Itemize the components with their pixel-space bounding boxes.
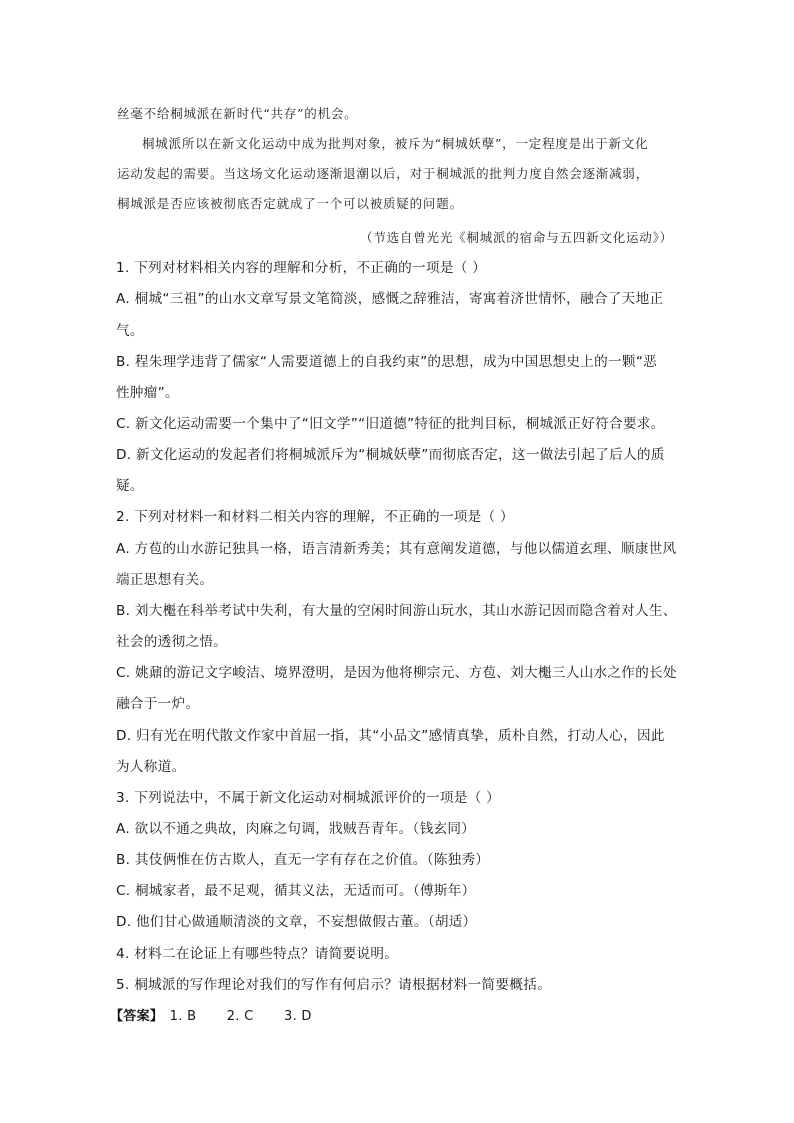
answer-item-2: 2. C [226,1009,254,1024]
question-3-option-a: A. 欲以不通之典故，肉麻之句调，戕贼吾青年。（钱玄同） [116,821,476,837]
question-2-option-c-cont: 融合于一炉。 [116,696,200,712]
passage-source: （节选自曾光光《桐城派的宿命与五四新文化运动》） [360,230,673,245]
passage-line-4: 桐城派是否应该被彻底否定就成了一个可以被质疑的问题。 [117,196,463,211]
answer-line [110,1010,338,1023]
question-4-stem: 4. 材料二在论证上有哪些特点？请简要说明。 [116,946,399,962]
question-3-option-d: D. 他们甘心做通顺清淡的文章，不妄想做假古董。（胡适） [116,914,477,930]
answer-label: 【答案】 [110,1009,164,1024]
question-2-option-d: D. 归有光在明代散文作家中首屈一指，其“小品文”感情真挚，质朴自然，打动人心，因此 [116,728,665,744]
question-1-stem: 1. 下列对材料相关内容的理解和分析，不正确的一项是（ ） [116,260,487,276]
passage-line-3: 运动发起的需要。当这场文化运动逐渐退潮以后，对于桐城派的批判力度自然会逐渐减弱， [117,166,650,181]
question-1-option-a-cont: 气。 [116,323,144,339]
question-2-option-c: C. 姚鼐的游记文字峻洁、境界澄明，是因为他将柳宗元、方苞、刘大櫆三人山水之作的长处 [116,665,677,681]
question-3-stem: 3. 下列说法中，不属于新文化运动对桐城派评价的一项是（ ） [116,790,501,806]
question-2-option-b: B. 刘大櫆在科举考试中失利，有大量的空闲时间游山玩水，其山水游记因而隐含着对人生、 [116,603,677,619]
question-1-option-b: B. 程朱理学违背了儒家“人需要道德上的自我约束”的思想，成为中国思想史上的一颗“恶 [116,354,658,370]
question-5-stem: 5. 桐城派的写作理论对我们的写作有何启示？请根据材料一简要概括。 [116,977,552,993]
question-2-option-d-cont: 为人称道。 [116,759,186,775]
question-2-option-b-cont: 社会的透彻之悟。 [116,634,228,650]
question-3-option-c: C. 桐城家者，最不足观，循其义法，无适而可。（傅斯年） [116,883,476,899]
question-2-stem: 2. 下列对材料一和材料二相关内容的理解，不正确的一项是（ ） [116,509,514,525]
question-2-option-a: A. 方苞的山水游记独具一格，语言清新秀美；其有意阐发道德，与他以儒道玄理、顺康世风 [116,541,677,557]
question-3-option-b: B. 其伎俩惟在仿古欺人，直无一字有存在之价值。（陈独秀） [116,852,490,868]
passage-line-2: 桐城派所以在新文化运动中成为批判对象，被斥为“桐城妖孽”，一定程度是出于新文化 [142,136,649,151]
question-1-option-d: D. 新文化运动的发起者们将桐城派斥为“桐城妖孽”而彻底否定，这一做法引起了后人的质 [116,447,665,463]
question-2-option-a-cont: 端正思想有关。 [116,572,214,588]
question-1-option-b-cont: 性肿瘤”。 [116,385,179,401]
question-1-option-d-cont: 疑。 [116,478,144,494]
answer-item-3: 3. D [284,1009,312,1024]
question-1-option-c: C. 新文化运动需要一个集中了“旧文学”“旧道德”特征的批判目标，桐城派正好符合要求。 [116,416,665,432]
question-1-option-a: A. 桐城“三祖”的山水文章写景文笔简淡，感慨之辞雅洁，寄寓着济世情怀，融合了天地正 [116,291,664,307]
answer-item-1: 1. B [169,1009,197,1024]
passage-line-1: 丝毫不给桐城派在新时代“共存”的机会。 [117,106,358,121]
